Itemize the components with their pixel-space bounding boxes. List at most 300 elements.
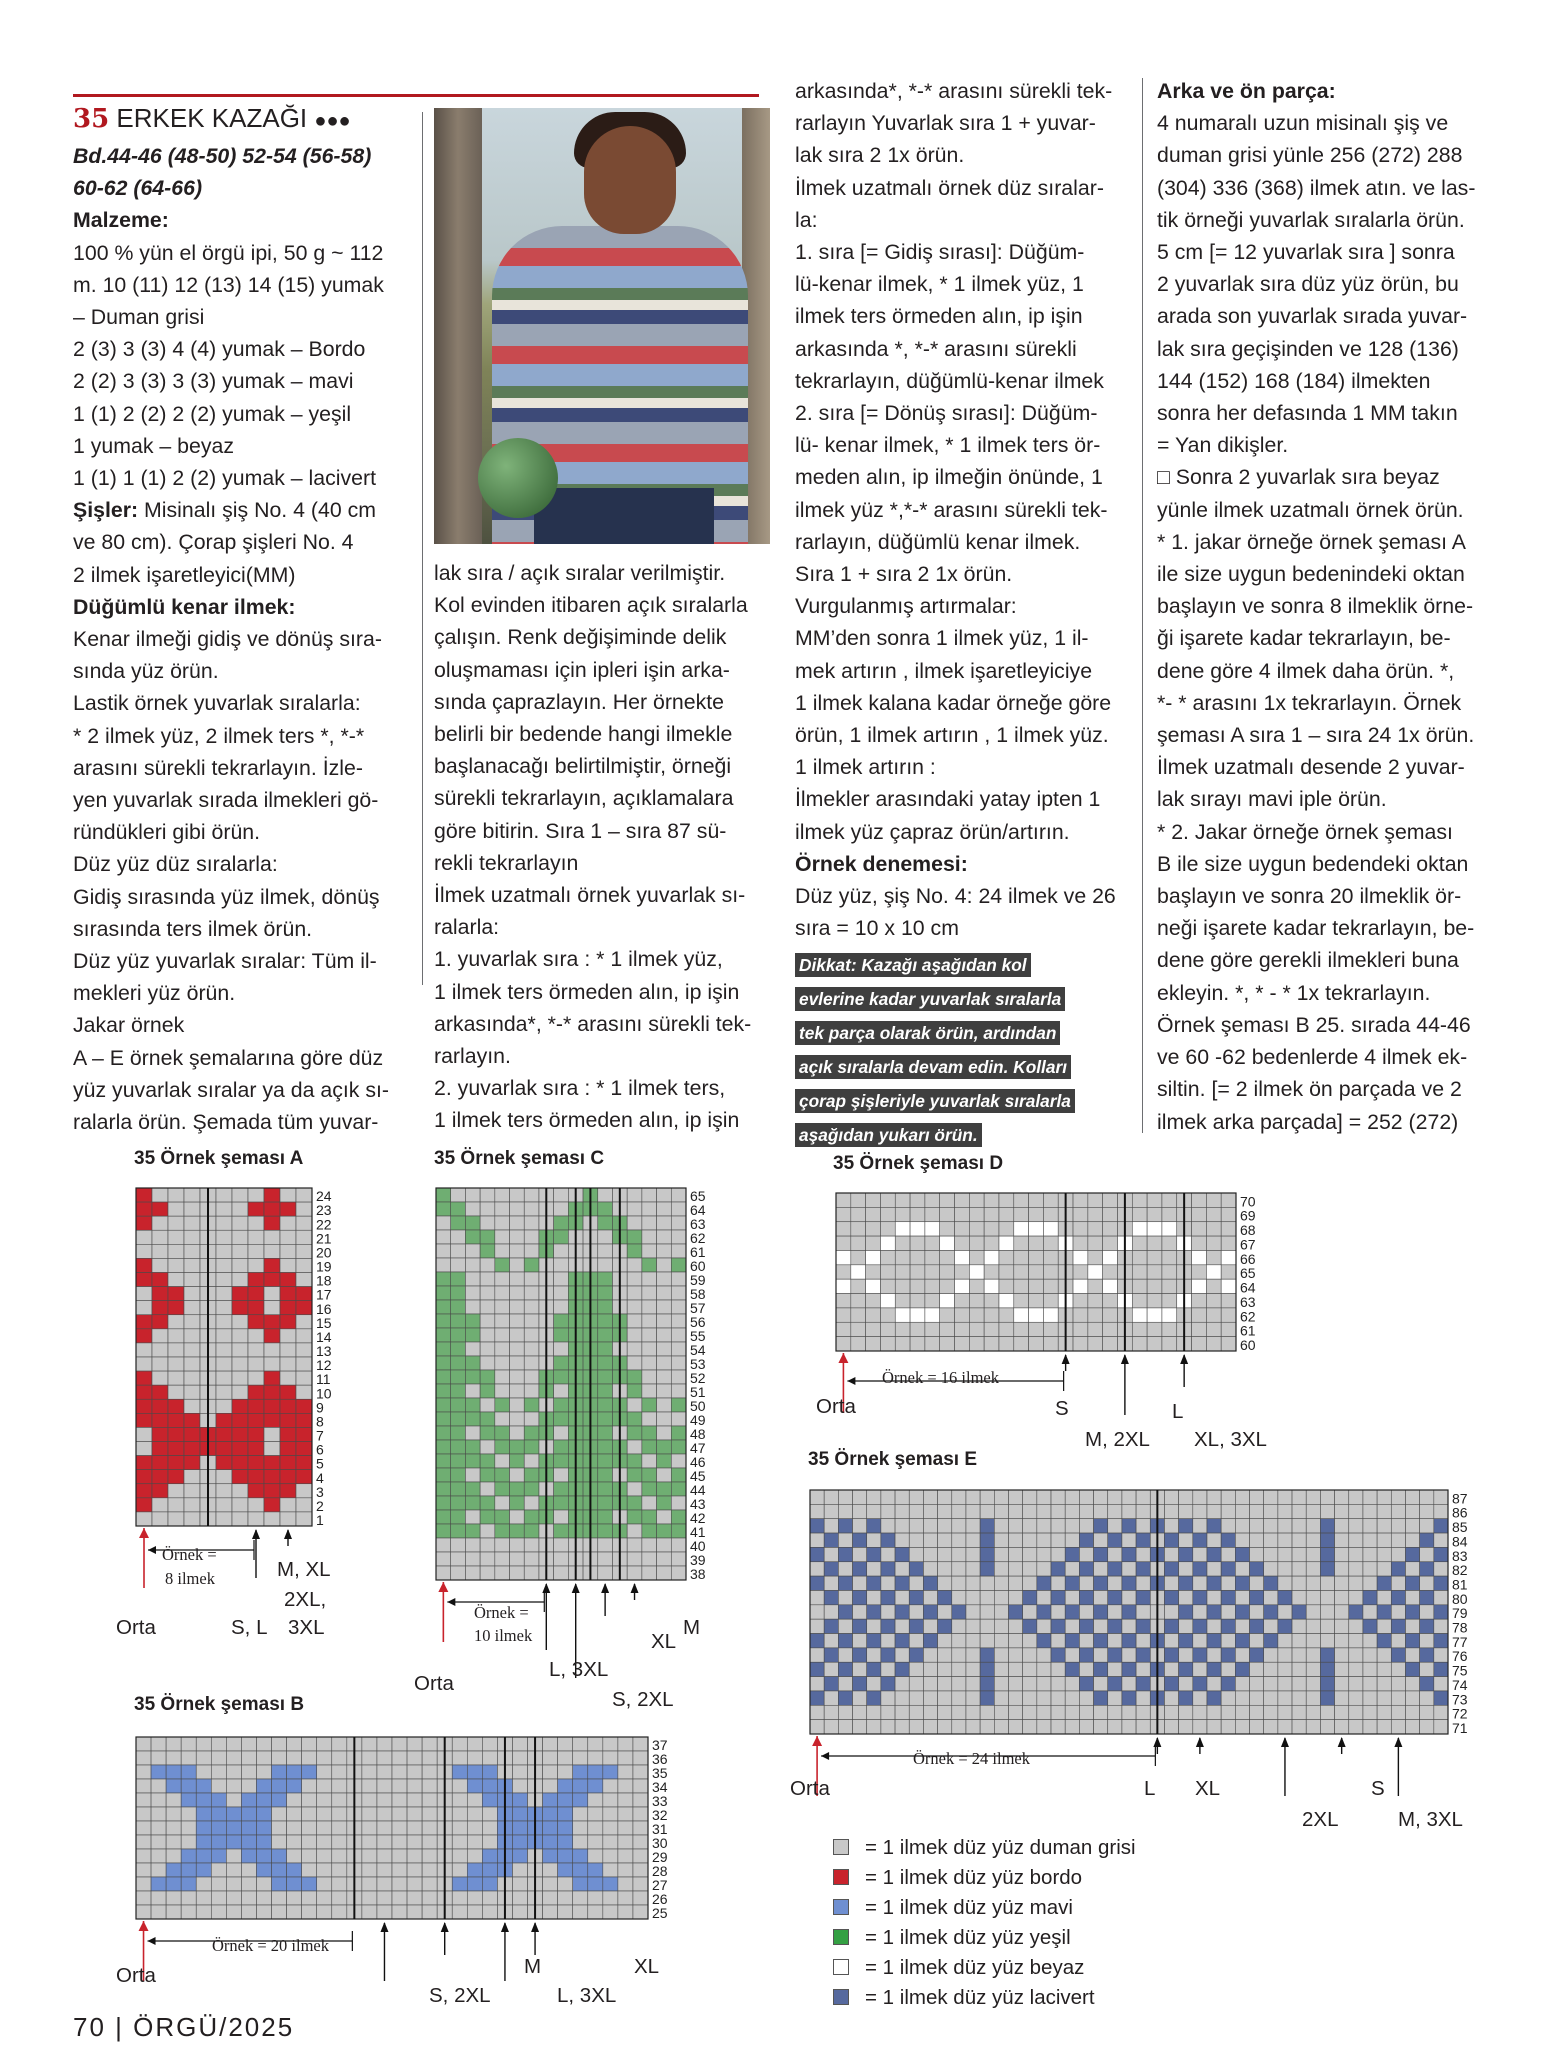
chart-cell [1164, 1490, 1178, 1504]
chart-cell [1043, 1193, 1058, 1207]
chart-cell [166, 1751, 181, 1765]
chart-cell [1349, 1648, 1363, 1662]
col3-line: meden alın, ip ilmeğin önünde, 1 [795, 465, 1103, 490]
chart-cell [554, 1188, 569, 1202]
chart-cell [1023, 1590, 1037, 1604]
col2-line: 1 ilmek ters örmeden alın, ip işin [434, 979, 740, 1004]
chart-cell [524, 1440, 539, 1454]
chart-cell [452, 1891, 467, 1905]
chart-cell [241, 1779, 256, 1793]
chart-cell [1164, 1720, 1178, 1734]
chart-cell [1363, 1605, 1377, 1619]
chart-cell [451, 1286, 466, 1300]
size-arrow [1121, 1354, 1129, 1415]
chart-cell [1079, 1504, 1093, 1518]
chart-cell [495, 1496, 510, 1510]
chart-cell [1008, 1490, 1022, 1504]
chart-cell [512, 1751, 527, 1765]
chart-cell [558, 1877, 573, 1891]
chart-cell [1420, 1547, 1434, 1561]
chart-cell [853, 1648, 867, 1662]
chart-cell [436, 1510, 451, 1524]
chart-cell [938, 1634, 952, 1648]
chart-cell [1391, 1562, 1405, 1576]
chart-cell [264, 1427, 280, 1441]
chart-cell [136, 1765, 151, 1779]
chart-cell [1221, 1576, 1235, 1590]
chart-cell [216, 1202, 232, 1216]
chart-cell [1306, 1519, 1320, 1533]
column-4 [1157, 75, 1493, 1138]
chart-cell [168, 1287, 184, 1301]
chart-cell [838, 1605, 852, 1619]
chart-cell [280, 1512, 296, 1526]
chart-cell [136, 1258, 152, 1272]
chart-cell [1043, 1207, 1058, 1221]
chart-cell [1037, 1576, 1051, 1590]
chart-cell [573, 1807, 588, 1821]
chart-cell [1207, 1533, 1221, 1547]
chart-cell [895, 1294, 910, 1308]
chart-cell [895, 1648, 909, 1662]
chart-cell [1014, 1294, 1029, 1308]
row-number: 84 [1452, 1533, 1468, 1550]
chart-cell [512, 1765, 527, 1779]
chart-cell [524, 1272, 539, 1286]
chart-cell [923, 1533, 937, 1547]
chart-cell [465, 1230, 480, 1244]
row-number: 74 [1452, 1676, 1468, 1693]
chart-cell [495, 1440, 510, 1454]
chart-cell [618, 1751, 633, 1765]
chart-cell [452, 1863, 467, 1877]
chart-cell [851, 1207, 866, 1221]
chart-cell [407, 1877, 422, 1891]
chart-cell [480, 1216, 495, 1230]
chart-cell [554, 1454, 569, 1468]
chart-cell [377, 1751, 392, 1765]
chart-cell [1363, 1691, 1377, 1705]
chart-cell [1405, 1504, 1419, 1518]
chart-cell [1193, 1619, 1207, 1633]
chart-cell [1065, 1504, 1079, 1518]
chart-cell [824, 1720, 838, 1734]
chart-cell [940, 1193, 955, 1207]
chart-cell [881, 1648, 895, 1662]
chart-cell [1136, 1619, 1150, 1633]
chart-cell [867, 1490, 881, 1504]
chart-cell [168, 1399, 184, 1413]
chart-cell [588, 1751, 603, 1765]
chart-cell [1306, 1634, 1320, 1648]
legend-label: = 1 ilmek düz yüz yeşil [865, 1926, 1071, 1949]
chart-cell [296, 1315, 312, 1329]
chart-cell [451, 1566, 466, 1580]
chart-cell [256, 1765, 271, 1779]
chart-cell [1292, 1634, 1306, 1648]
chart-cell [895, 1619, 909, 1633]
chart-cell [436, 1342, 451, 1356]
chart-cell [510, 1342, 525, 1356]
chart-cell [248, 1216, 264, 1230]
chart-cell [980, 1562, 994, 1576]
chart-cell [510, 1314, 525, 1328]
chart-cell [480, 1566, 495, 1580]
chart-cell [923, 1634, 937, 1648]
chart-cell [196, 1863, 211, 1877]
chart-cell [152, 1470, 168, 1484]
chart-cell [895, 1250, 910, 1264]
chart-cell [642, 1216, 657, 1230]
chart-cell [422, 1891, 437, 1905]
chart-cell [627, 1468, 642, 1482]
chart-cell [994, 1691, 1008, 1705]
chart-cell [1420, 1490, 1434, 1504]
chart-cell [1023, 1490, 1037, 1504]
chart-cell [1008, 1691, 1022, 1705]
chart-cell [241, 1765, 256, 1779]
col1-line: Lastik örnek yuvarlak sıralarla: [73, 691, 361, 716]
chart-cell [1306, 1590, 1320, 1604]
chart-cell [909, 1662, 923, 1676]
chart-cell [510, 1384, 525, 1398]
chart-cell [272, 1821, 287, 1835]
chart-cell [627, 1552, 642, 1566]
chart-cell [1029, 1279, 1044, 1293]
chart-cell [1122, 1634, 1136, 1648]
chart-cell [272, 1737, 287, 1751]
chart-cell [657, 1510, 672, 1524]
chart-cell [598, 1300, 613, 1314]
chart-cell [966, 1648, 980, 1662]
chart-cell [211, 1863, 226, 1877]
chart-cell [168, 1512, 184, 1526]
chart-cell [196, 1807, 211, 1821]
chart-cell [264, 1357, 280, 1371]
chart-cell [588, 1765, 603, 1779]
chart-cell [1391, 1619, 1405, 1633]
chart-cell [866, 1236, 881, 1250]
chart-cell [232, 1413, 248, 1427]
chart-cell [881, 1677, 895, 1691]
chart-cell [657, 1552, 672, 1566]
chart-cell [1207, 1504, 1221, 1518]
col2-line: Kol evinden itibaren açık sıralarla [434, 593, 748, 618]
chart-cell [955, 1193, 970, 1207]
chart-cell [836, 1250, 851, 1264]
chart-cell [1164, 1533, 1178, 1547]
chart-cell [1377, 1705, 1391, 1719]
chart-cell [136, 1498, 152, 1512]
chart-cell [627, 1328, 642, 1342]
chart-cell [436, 1454, 451, 1468]
chart-cell [1079, 1590, 1093, 1604]
chart-cell [1132, 1337, 1147, 1351]
chart-cell [436, 1468, 451, 1482]
chart-cell [495, 1384, 510, 1398]
chart-cell [1292, 1562, 1306, 1576]
chart-cell [512, 1821, 527, 1835]
chart-cell [671, 1468, 686, 1482]
chart-cell [838, 1691, 852, 1705]
chart-cell [598, 1552, 613, 1566]
chart-cell [510, 1398, 525, 1412]
chart-cell [1363, 1533, 1377, 1547]
chart-cell [1278, 1490, 1292, 1504]
chart-cell [810, 1705, 824, 1719]
chart-cell [1420, 1533, 1434, 1547]
chart-cell [302, 1821, 317, 1835]
chart-cell [1420, 1648, 1434, 1662]
chart-cell [671, 1524, 686, 1538]
chart-cell [836, 1322, 851, 1336]
col4-line: 144 (152) 168 (184) ilmekten [1157, 368, 1431, 393]
chart-cell [1136, 1504, 1150, 1518]
chart-cell [1192, 1308, 1207, 1322]
col4-line: lak sırayı mavi iple örün. [1157, 787, 1387, 812]
chart-cell [598, 1328, 613, 1342]
chart-cell [264, 1202, 280, 1216]
chart-cell [627, 1188, 642, 1202]
chart-cell [657, 1202, 672, 1216]
chart-cell [1335, 1576, 1349, 1590]
chart-cell [1250, 1705, 1264, 1719]
chart-cell [407, 1765, 422, 1779]
chart-cell [436, 1300, 451, 1314]
chart-cell [1122, 1590, 1136, 1604]
chart-c-grid [436, 1188, 746, 1610]
chart-cell [1235, 1533, 1249, 1547]
chart-cell [166, 1905, 181, 1919]
chart-cell [994, 1533, 1008, 1547]
chart-cell [880, 1250, 895, 1264]
row-number: 27 [652, 1877, 668, 1893]
chart-cell [1073, 1308, 1088, 1322]
chart-cell [952, 1605, 966, 1619]
chart-a-orta: Orta [116, 1616, 156, 1639]
chart-cell [216, 1230, 232, 1244]
chart-cell [280, 1498, 296, 1512]
chart-cell [1292, 1720, 1306, 1734]
col1-line: * 2 ilmek yüz, 2 ilmek ters *, *-* [73, 723, 365, 748]
size-arrow [284, 1529, 292, 1546]
chart-cell [296, 1301, 312, 1315]
chart-cell [969, 1279, 984, 1293]
chart-cell [465, 1342, 480, 1356]
chart-cell [1335, 1590, 1349, 1604]
chart-cell [1103, 1308, 1118, 1322]
chart-cell [938, 1533, 952, 1547]
chart-cell [1391, 1677, 1405, 1691]
chart-cell [524, 1468, 539, 1482]
chart-cell [1179, 1547, 1193, 1561]
chart-cell [136, 1877, 151, 1891]
chart-cell [966, 1720, 980, 1734]
col3-line: rarlayın Yuvarlak sıra 1 + yuvar- [795, 111, 1096, 136]
chart-cell [317, 1849, 332, 1863]
chart-cell [296, 1273, 312, 1287]
chart-cell [1363, 1720, 1377, 1734]
chart-cell [181, 1779, 196, 1793]
size-arrow [531, 1922, 539, 1955]
chart-cell [657, 1482, 672, 1496]
chart-cell [1264, 1705, 1278, 1719]
chart-cell [994, 1519, 1008, 1533]
chart-cell [1162, 1322, 1177, 1336]
chart-cell [984, 1265, 999, 1279]
chart-cell [554, 1370, 569, 1384]
chart-cell [451, 1538, 466, 1552]
chart-cell [909, 1648, 923, 1662]
chart-cell [482, 1779, 497, 1793]
row-number: 73 [1452, 1691, 1468, 1708]
chart-cell [332, 1835, 347, 1849]
chart-cell [1164, 1504, 1178, 1518]
chart-cell [181, 1863, 196, 1877]
chart-cell [671, 1328, 686, 1342]
chart-cell [1235, 1576, 1249, 1590]
chart-cell [524, 1524, 539, 1538]
chart-cell [524, 1230, 539, 1244]
chart-cell [1065, 1547, 1079, 1561]
chart-cell [482, 1905, 497, 1919]
chart-cell [256, 1807, 271, 1821]
chart-cell [969, 1322, 984, 1336]
chart-cell [152, 1230, 168, 1244]
chart-cell [181, 1793, 196, 1807]
chart-cell [1434, 1547, 1448, 1561]
col4-line: ile size uygun bedenindeki oktan [1157, 562, 1465, 587]
chart-cell [136, 1905, 151, 1919]
chart-cell [938, 1619, 952, 1633]
chart-cell [642, 1370, 657, 1384]
chart-cell [1391, 1504, 1405, 1518]
chart-cell [422, 1751, 437, 1765]
chart-cell [264, 1315, 280, 1329]
chart-cell [1164, 1705, 1178, 1719]
chart-cell [1363, 1519, 1377, 1533]
chart-cell [633, 1905, 648, 1919]
chart-cell [1122, 1662, 1136, 1676]
chart-cell [1065, 1576, 1079, 1590]
chart-a-title: 35 Örnek şeması A [134, 1148, 304, 1169]
chart-cell [1051, 1720, 1065, 1734]
chart-cell [264, 1484, 280, 1498]
chart-cell [436, 1412, 451, 1426]
chart-cell [824, 1547, 838, 1561]
chart-cell [966, 1490, 980, 1504]
chart-cell [1377, 1662, 1391, 1676]
chart-cell [211, 1751, 226, 1765]
chart-cell [362, 1751, 377, 1765]
chart-cell [671, 1454, 686, 1468]
col3-line: Sıra 1 + sıra 2 1x örün. [795, 562, 1013, 587]
chart-e-repeat-label: Örnek = 24 ilmek [913, 1749, 1030, 1768]
chart-cell [1405, 1648, 1419, 1662]
chart-cell [1405, 1519, 1419, 1533]
chart-cell [166, 1835, 181, 1849]
chart-cell [377, 1877, 392, 1891]
row-number: 60 [1240, 1337, 1256, 1353]
chart-cell [1292, 1662, 1306, 1676]
chart-cell [302, 1807, 317, 1821]
chart-cell [1103, 1236, 1118, 1250]
size-arrow [1062, 1354, 1070, 1371]
chart-cell [867, 1619, 881, 1633]
row-number: 61 [690, 1244, 706, 1260]
chart-e-grid [810, 1490, 1508, 1764]
chart-cell [1073, 1222, 1088, 1236]
chart-cell [554, 1510, 569, 1524]
chart-cell [866, 1193, 881, 1207]
chart-cell [554, 1230, 569, 1244]
chart-cell [1363, 1590, 1377, 1604]
chart-cell [465, 1258, 480, 1272]
chart-cell [573, 1891, 588, 1905]
chart-cell [588, 1877, 603, 1891]
chart-cell [302, 1863, 317, 1877]
chart-cell [1094, 1605, 1108, 1619]
chart-cell [1434, 1504, 1448, 1518]
chart-cell [480, 1524, 495, 1538]
chart-cell [588, 1807, 603, 1821]
chart-cell [436, 1230, 451, 1244]
chart-cell [482, 1737, 497, 1751]
chart-cell [994, 1720, 1008, 1734]
chart-cell [184, 1357, 200, 1371]
row-number: 24 [316, 1188, 332, 1205]
chart-cell [1278, 1519, 1292, 1533]
col1-line: 100 % yün el örgü ipi, 50 g ~ 112 [73, 240, 384, 265]
chart-cell [136, 1329, 152, 1343]
chart-cell [1108, 1720, 1122, 1734]
row-number: 44 [690, 1482, 706, 1498]
chart-cell [136, 1188, 152, 1202]
chart-cell [1306, 1576, 1320, 1590]
chart-cell [966, 1547, 980, 1561]
chart-cell [196, 1737, 211, 1751]
chart-cell [166, 1877, 181, 1891]
chart-cell [248, 1484, 264, 1498]
chart-cell [407, 1821, 422, 1835]
chart-cell [554, 1258, 569, 1272]
chart-cell [302, 1765, 317, 1779]
chart-cell [994, 1634, 1008, 1648]
chart-cell [1037, 1562, 1051, 1576]
chart-cell [838, 1705, 852, 1719]
chart-cell [554, 1202, 569, 1216]
chart-cell [510, 1482, 525, 1496]
chart-cell [994, 1490, 1008, 1504]
chart-cell [256, 1793, 271, 1807]
chart-cell [151, 1863, 166, 1877]
col1-line: – Duman grisi [73, 305, 205, 330]
chart-cell [184, 1188, 200, 1202]
chart-cell [465, 1356, 480, 1370]
chart-cell [642, 1356, 657, 1370]
chart-cell [510, 1370, 525, 1384]
chart-cell [940, 1250, 955, 1264]
chart-cell [657, 1398, 672, 1412]
chart-cell [467, 1863, 482, 1877]
size-line: Bd.44-46 (48-50) 52-54 (56-58) [73, 144, 372, 168]
chart-cell [1023, 1562, 1037, 1576]
chart-cell [925, 1279, 940, 1293]
chart-cell [1278, 1677, 1292, 1691]
chart-cell [824, 1677, 838, 1691]
chart-cell [296, 1371, 312, 1385]
chart-cell [296, 1399, 312, 1413]
